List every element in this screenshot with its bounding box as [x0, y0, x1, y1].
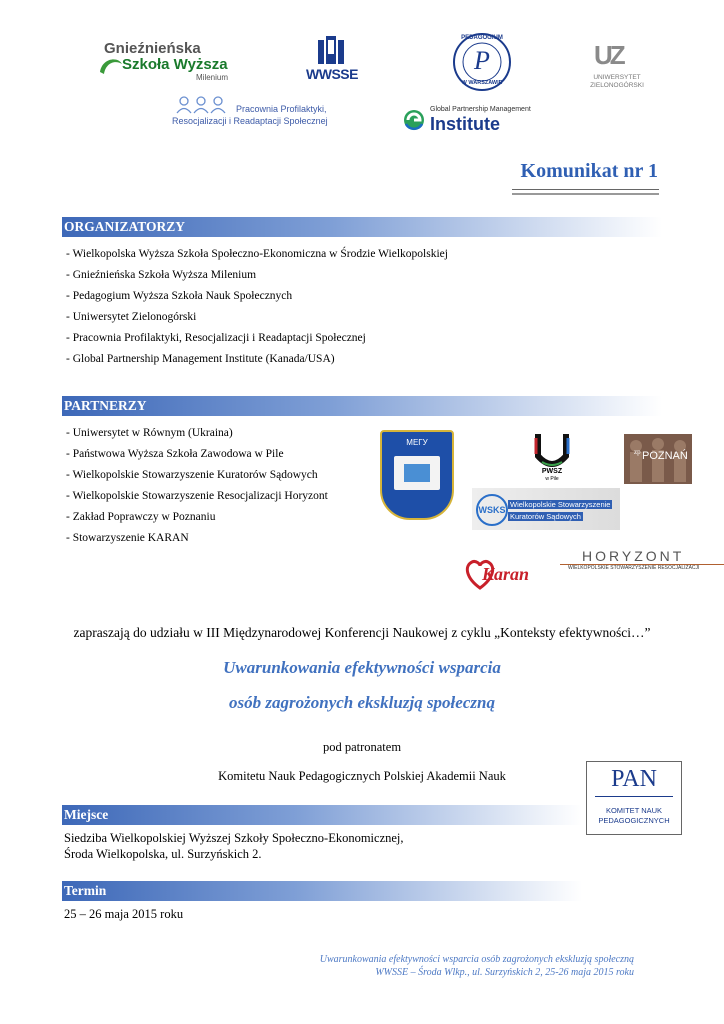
conference-title-line1: Uwarunkowania efektywności wsparcia [223, 658, 501, 677]
partner-item: - Wielkopolskie Stowarzyszenie Resocjalizacji Horyzont [66, 490, 328, 502]
gniezno-logo [96, 40, 256, 86]
gpm-swirl-icon [402, 108, 426, 132]
partner-item: - Zakład Poprawczy w Poznaniu [66, 511, 216, 523]
wwsse-logo-text: WWSSE [306, 66, 358, 82]
uz-logo-line1: UNIWERSYTET [593, 74, 641, 81]
megu-emblem [404, 464, 430, 482]
partners-title: PARTNERZY [64, 398, 147, 413]
poznan-logo-text: POZNAŃ [642, 450, 688, 462]
footer-line1: Uwarunkowania efektywności wsparcia osób zagrożonych ekskluzją społeczną [319, 954, 634, 965]
uz-logo-mark: UZ [594, 40, 623, 70]
uz-logo-line2: ZIELONOGÓRSKI [590, 82, 644, 89]
pedagogium-logo [452, 32, 512, 92]
pwsz-logo-text: PWSZ [541, 468, 563, 475]
partner-item: - Uniwersytet w Równym (Ukraina) [66, 427, 233, 439]
uz-logo [582, 40, 652, 92]
gniezno-logo-line1: Gnieźnieńska [104, 40, 201, 57]
gpm-institute-logo [402, 104, 542, 134]
organizer-item: - Uniwersytet Zielonogórski [66, 311, 197, 323]
patronage-committee: Komitetu Nauk Pedagogicznych Polskiej Akademii Nauk [218, 769, 506, 783]
pwsz-u-icon [532, 432, 572, 470]
komunikat-underline [512, 189, 659, 190]
organizer-item: - Pracownia Profilaktyki, Resocjalizacji i Readaptacji Społecznej [66, 332, 366, 344]
wwsse-book-icon [316, 36, 346, 66]
wsks-emblem-icon: WSKS [476, 494, 508, 526]
place-line1: Siedziba Wielkopolskiej Wyższej Szkoły Społeczno-Ekonomicznej, [64, 831, 404, 845]
pracownia-logo-line2: Resocjalizacji i Readaptacji Społecznej [172, 116, 328, 126]
organizer-item: - Global Partnership Management Institute (Kanada/USA) [66, 353, 335, 365]
megu-logo [380, 430, 454, 520]
pan-logo [586, 761, 682, 835]
people-icon [176, 96, 236, 114]
pwsz-logo [532, 432, 572, 484]
pracownia-logo-line1: Pracownia Profilaktyki, [236, 104, 327, 114]
organizers-title: ORGANIZATORZY [64, 219, 186, 234]
place-section-bar [62, 805, 582, 825]
pracownia-logo [172, 96, 332, 130]
term-value: 25 – 26 maja 2015 roku [64, 907, 184, 921]
pwsz-logo-sub: w Pile [545, 476, 559, 482]
footer-line2: WWSSE – Środa Wlkp., ul. Surzyńskich 2, 25-26 maja 2015 roku [375, 967, 634, 978]
wsks-logo [472, 488, 620, 530]
invitation-text: zapraszają do udziału w III Międzynarodowej Konferencji Naukowej z cyklu „Konteksty efektywności…” [73, 625, 651, 640]
partner-item: - Wielkopolskie Stowarzyszenie Kuratorów Sądowych [66, 469, 318, 481]
patronage-label: pod patronatem [322, 740, 402, 754]
organizer-item: - Gnieźnieńska Szkoła Wyższa Milenium [66, 269, 257, 281]
place-title: Miejsce [64, 807, 109, 822]
karan-logo-text: Karan [482, 564, 530, 584]
pan-logo-big: PAN [611, 766, 657, 792]
pedagogium-logo-letter: P [474, 46, 490, 75]
horyzont-logo-sub: WIELKOPOLSKIE STOWARZYSZENIE RESOCJALIZACJI [568, 565, 700, 571]
komunikat-underline-2 [512, 193, 659, 195]
karan-logo [462, 556, 542, 596]
komunikat-heading: Komunikat nr 1 [520, 160, 658, 182]
gniezno-logo-line3: Milenium [196, 73, 229, 82]
gpm-logo-big: Institute [430, 114, 500, 134]
zp-poznan-logo [624, 434, 692, 484]
partner-item: - Państwowa Wyższa Szkoła Zawodowa w Pile [66, 448, 284, 460]
wsks-logo-line1: Wielkopolskie Stowarzyszenie [510, 500, 611, 509]
organizer-item: - Pedagogium Wyższa Szkoła Nauk Społecznych [66, 290, 293, 302]
term-section-bar [62, 881, 582, 901]
term-title: Termin [64, 883, 107, 898]
horyzont-logo [560, 548, 724, 574]
organizer-item: - Wielkopolska Wyższa Szkoła Społeczno-Ekonomiczna w Środzie Wielkopolskiej [66, 248, 448, 260]
horyzont-logo-text: HORYZONT [582, 548, 685, 564]
place-line2: Środa Wielkopolska, ul. Surzyńskich 2. [64, 847, 262, 861]
pedagogium-logo-bottom: W WARSZAWIE [461, 80, 503, 86]
megu-logo-text: МЕГУ [406, 438, 428, 447]
pan-logo-line2: PEDAGOGICZNYCH [598, 816, 670, 825]
zp-logo-text: zp [634, 448, 641, 456]
wwsse-logo [302, 36, 362, 84]
pan-swoosh-icon [595, 796, 673, 797]
partners-section-bar [62, 396, 662, 416]
partner-item: - Stowarzyszenie KARAN [66, 532, 189, 544]
wsks-logo-line2: Kuratorów Sądowych [510, 512, 581, 521]
conference-title-line2: osób zagrożonych ekskluzją społeczną [229, 693, 495, 712]
gniezno-logo-line2: Szkoła Wyższa [122, 56, 228, 73]
pedagogium-logo-top: PEDAGOGIUM [461, 35, 503, 41]
pan-logo-line1: KOMITET NAUK [605, 806, 663, 815]
gpm-logo-small: Global Partnership Management [430, 106, 531, 113]
